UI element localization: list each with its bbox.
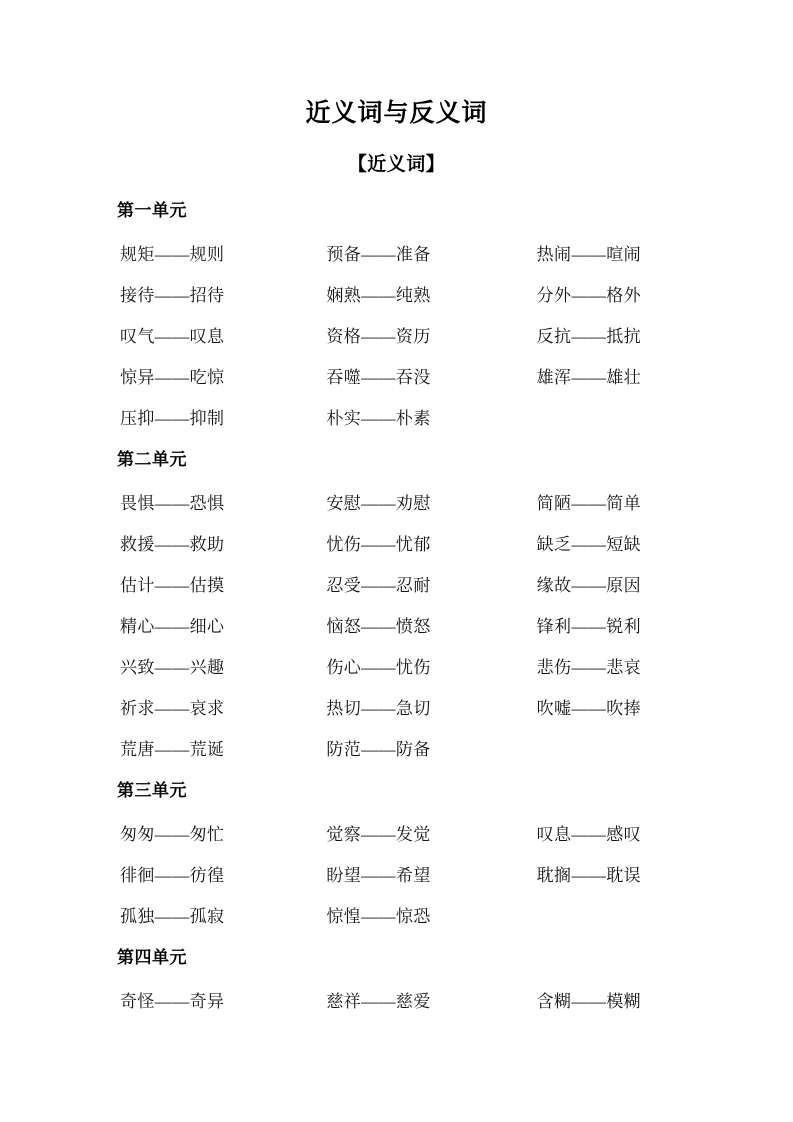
word-pair: 估计——估摸 xyxy=(120,575,225,595)
word-pair: 雄浑——雄壮 xyxy=(536,367,642,387)
word-pair-row xyxy=(117,647,733,688)
word-pair: 规矩——规则 xyxy=(120,244,225,264)
word-pair: 锋利——锐利 xyxy=(536,616,642,636)
word-pair-row xyxy=(117,483,733,524)
word-pair-sections xyxy=(0,199,793,1022)
unit-heading: 第一单元 xyxy=(117,201,187,220)
word-pair: 孤独——孤寂 xyxy=(120,906,225,926)
word-pair: 徘徊——彷徨 xyxy=(120,865,225,885)
word-pair: 荒唐——荒诞 xyxy=(120,739,225,759)
word-pair: 耽搁——耽误 xyxy=(536,865,642,885)
unit-heading: 第四单元 xyxy=(117,948,187,967)
word-pair-rows xyxy=(117,234,733,439)
word-pair: 预备——准备 xyxy=(326,244,431,264)
word-pair: 奇怪——奇异 xyxy=(120,991,225,1011)
word-pair: 接待——招待 xyxy=(120,285,225,305)
word-pair-row xyxy=(117,814,733,855)
word-pair: 吞噬——吞没 xyxy=(326,367,431,387)
word-pair: 热闹——喧闹 xyxy=(536,244,642,264)
word-pair: 热切——急切 xyxy=(326,698,431,718)
word-pair-row xyxy=(117,234,733,275)
word-pair: 娴熟——纯熟 xyxy=(326,285,431,305)
word-pair-row xyxy=(117,981,733,1022)
word-pair-row xyxy=(117,524,733,565)
word-pair-row xyxy=(117,357,733,398)
word-pair: 叹息——感叹 xyxy=(536,824,642,844)
word-pair-rows xyxy=(117,483,733,770)
word-pair: 畏惧——恐惧 xyxy=(120,493,225,513)
word-pair: 朴实——朴素 xyxy=(326,408,431,428)
word-pair: 惊惶——惊恐 xyxy=(326,906,431,926)
word-pair-row xyxy=(117,316,733,357)
word-pair-row xyxy=(117,896,733,937)
word-pair-row xyxy=(117,275,733,316)
unit-section xyxy=(117,946,733,1022)
word-pair: 盼望——希望 xyxy=(326,865,431,885)
word-pair: 慈祥——慈爱 xyxy=(326,991,431,1011)
unit-section xyxy=(117,448,733,770)
word-pair: 忍受——忍耐 xyxy=(326,575,431,595)
word-pair: 祈求——哀求 xyxy=(120,698,225,718)
word-pair-row xyxy=(117,398,733,439)
word-pair: 分外——格外 xyxy=(536,285,642,305)
word-pair: 安慰——劝慰 xyxy=(326,493,431,513)
unit-section xyxy=(117,779,733,937)
unit-heading: 第二单元 xyxy=(117,450,187,469)
word-pair-row xyxy=(117,688,733,729)
word-pair: 忧伤——忧郁 xyxy=(326,534,431,554)
word-pair: 悲伤——悲哀 xyxy=(536,657,642,677)
unit-section xyxy=(117,199,733,439)
word-pair: 伤心——忧伤 xyxy=(326,657,431,677)
word-pair: 吹嘘——吹捧 xyxy=(536,698,642,718)
word-pair: 缘故——原因 xyxy=(536,575,642,595)
word-pair: 简陋——简单 xyxy=(536,493,642,513)
word-pair-rows xyxy=(117,814,733,937)
unit-heading: 第三单元 xyxy=(117,781,187,800)
word-pair: 恼怒——愤怒 xyxy=(326,616,431,636)
word-pair: 压抑——抑制 xyxy=(120,408,225,428)
word-pair-row xyxy=(117,729,733,770)
word-pair: 含糊——模糊 xyxy=(536,991,642,1011)
word-pair: 反抗——抵抗 xyxy=(536,326,642,346)
page-subtitle: 【近义词】 xyxy=(347,154,446,175)
word-pair: 匆匆——匆忙 xyxy=(120,824,225,844)
word-pair: 兴致——兴趣 xyxy=(120,657,225,677)
word-pair: 救援——救助 xyxy=(120,534,225,554)
word-pair: 觉察——发觉 xyxy=(326,824,431,844)
word-pair: 精心——细心 xyxy=(120,616,225,636)
word-pair-row xyxy=(117,855,733,896)
page-title: 近义词与反义词 xyxy=(305,99,488,127)
word-pair-rows xyxy=(117,981,733,1022)
word-pair-row xyxy=(117,565,733,606)
word-pair: 叹气——叹息 xyxy=(120,326,225,346)
word-pair: 惊异——吃惊 xyxy=(120,367,225,387)
word-pair: 防范——防备 xyxy=(326,739,431,759)
word-pair: 资格——资历 xyxy=(326,326,431,346)
word-pair-row xyxy=(117,606,733,647)
word-pair: 缺乏——短缺 xyxy=(536,534,642,554)
